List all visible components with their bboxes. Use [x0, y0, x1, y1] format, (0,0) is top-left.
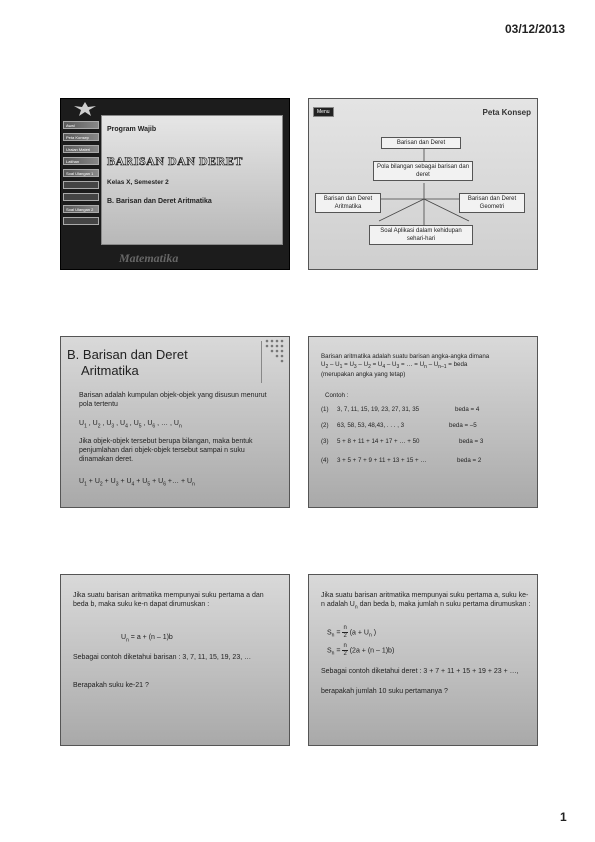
menu-item-soal-ulangan-1[interactable]: Soal Ulangan 1: [63, 169, 99, 177]
matematika-logo: Matematika: [119, 251, 179, 265]
definition-line-3: (merupakan angka yang tetap): [321, 371, 406, 379]
menu-item-latihan[interactable]: Latihan: [63, 157, 99, 165]
menu-item-uraian-materi[interactable]: Uraian Materi: [63, 145, 99, 153]
contoh-deret: Sebagai contoh diketahui deret : 3 + 7 + 11 + 15 + 19 + 23 + …,: [321, 668, 519, 675]
example-3-beda: beda = 3: [459, 438, 484, 445]
menu-item-blank: [63, 181, 99, 189]
menu-item-blank: [63, 217, 99, 225]
pertanyaan-suku-21: Berapakah suku ke-21 ?: [73, 682, 149, 689]
concept-box-geometri[interactable]: Barisan dan Deret Geometri: [459, 193, 525, 213]
concept-box-soal-aplikasi[interactable]: Soal Aplikasi dalam kehidupan sehari-hari: [369, 225, 473, 245]
slide-rumus-jumlah: [308, 574, 538, 746]
divider-line: [261, 341, 262, 383]
example-1-beda: beda = 4: [455, 406, 480, 413]
concept-box-pola-bilangan[interactable]: Pola bilangan sebagai barisan dan deret: [373, 161, 473, 181]
rumus-intro: Jika suatu barisan aritmatika mempunyai suku pertama a dan beda b, maka suku ke-n dapat dirumuskan :: [73, 592, 264, 608]
menu-item-awal[interactable]: Awal: [63, 121, 99, 129]
print-date: 03/12/2013: [505, 22, 566, 36]
slide-subtitle: B. Barisan dan Deret Aritmatika: [107, 198, 212, 205]
pertanyaan-jumlah-10: berapakah jumlah 10 suku pertamanya ?: [321, 688, 448, 695]
title-panel: [101, 115, 283, 245]
definition-deret: Jika objek-objek tersebut berupa bilangan, maka bentuk penjumlahan dari objek-objek tersebut sampai n suku dinamakan deret.: [79, 438, 253, 463]
example-2-number: (2): [321, 422, 329, 429]
kelas-label: Kelas X, Semester 2: [107, 179, 169, 186]
menu-item-peta-konsep[interactable]: Peta Konsep: [63, 133, 99, 141]
page-number: 1: [560, 810, 567, 824]
slide-definisi-aritmatika: [308, 336, 538, 508]
heading-line-2: Aritmatika: [81, 363, 139, 378]
example-4-beda: beda = 2: [457, 457, 482, 464]
jumlah-intro: Jika suatu barisan aritmatika mempunyai suku pertama a, suku ke-n adalah $U_n$ dan beda b, maka jumlah n suku pertama dirumuskan :: [321, 592, 531, 611]
rumus-un: $U_n = a + (n - 1)b$: [121, 634, 173, 644]
sequence-notation: $U_1$ , $U_2$ , $U_3$ , $U_4$ , $U_5$ , $U_6$ , … , $U_n$: [79, 420, 182, 430]
slide-heading: [67, 347, 188, 379]
definition-formula: $U_2 - U_1 = U_3 - U_2 = U_4 - U_3$ = … = $U_n - U_{n-1}$ = beda: [321, 361, 468, 371]
definition-line-1: Barisan aritmatika adalah suatu barisan angka-angka dimana: [321, 353, 490, 360]
example-3-sequence: 5 + 8 + 11 + 14 + 17 + … + 50: [337, 438, 420, 445]
rumus-sn-2: $S_n$ = $\frac{n}{2}$ (2a + (n – 1)b): [327, 643, 395, 657]
definition-aritmatika: [321, 353, 536, 379]
heading-line-1: B. Barisan dan Deret: [67, 347, 188, 362]
concept-box-barisan-deret[interactable]: Barisan dan Deret: [381, 137, 461, 149]
series-notation: $U_1 + U_2 + U_3 + U_4 + U_5 + U_6$ +… + $U_n$: [79, 478, 195, 488]
example-2-beda: beda = –5: [449, 422, 477, 429]
slide-main-title: BARISAN DAN DERET: [107, 154, 243, 168]
concept-box-aritmatika[interactable]: Barisan dan Deret Aritmatika: [315, 193, 381, 213]
slide-menu: [63, 121, 99, 229]
menu-item-blank: [63, 193, 99, 201]
rumus-un-body: = a + (n – 1)b: [128, 634, 173, 641]
slide-title: [60, 98, 290, 270]
jumlah-intro-end: dan beda b, maka jumlah n suku pertama dirumuskan :: [357, 601, 531, 608]
example-4-number: (4): [321, 457, 329, 464]
example-3-number: (3): [321, 438, 329, 445]
slide-peta-konsep: [308, 98, 538, 270]
program-label: Program Wajib: [107, 126, 157, 133]
dot-grid-decoration: [265, 339, 285, 369]
contoh-barisan: Sebagai contoh diketahui barisan : 3, 7, 11, 15, 19, 23, …: [73, 654, 252, 661]
slide-barisan-aritmatika: [60, 336, 290, 508]
peta-konsep-heading: Peta Konsep: [482, 108, 531, 117]
example-1-number: (1): [321, 406, 329, 413]
garuda-logo-icon: [73, 101, 97, 117]
contoh-label: Contoh :: [325, 392, 349, 399]
menu-item-soal-ulangan-2[interactable]: Soal Ulangan 2: [63, 205, 99, 213]
example-2-sequence: 63, 58, 53, 48,43, . . . , 3: [337, 422, 405, 429]
example-1-sequence: 3, 7, 11, 15, 19, 23, 27, 31, 35: [337, 406, 420, 413]
definition-barisan: Barisan adalah kumpulan objek-objek yang disusun menurut pola tertentu: [79, 392, 267, 408]
rumus-sn-1: $S_n$ = $\frac{n}{2}$ ($a + U_n$ ): [327, 625, 377, 639]
slide-rumus-suku-ke-n: [60, 574, 290, 746]
menu-button[interactable]: Menu: [313, 107, 334, 117]
example-4-sequence: 3 + 5 + 7 + 9 + 11 + 13 + 15 + …: [337, 457, 427, 464]
rumus-un-symbol: U: [121, 634, 127, 641]
